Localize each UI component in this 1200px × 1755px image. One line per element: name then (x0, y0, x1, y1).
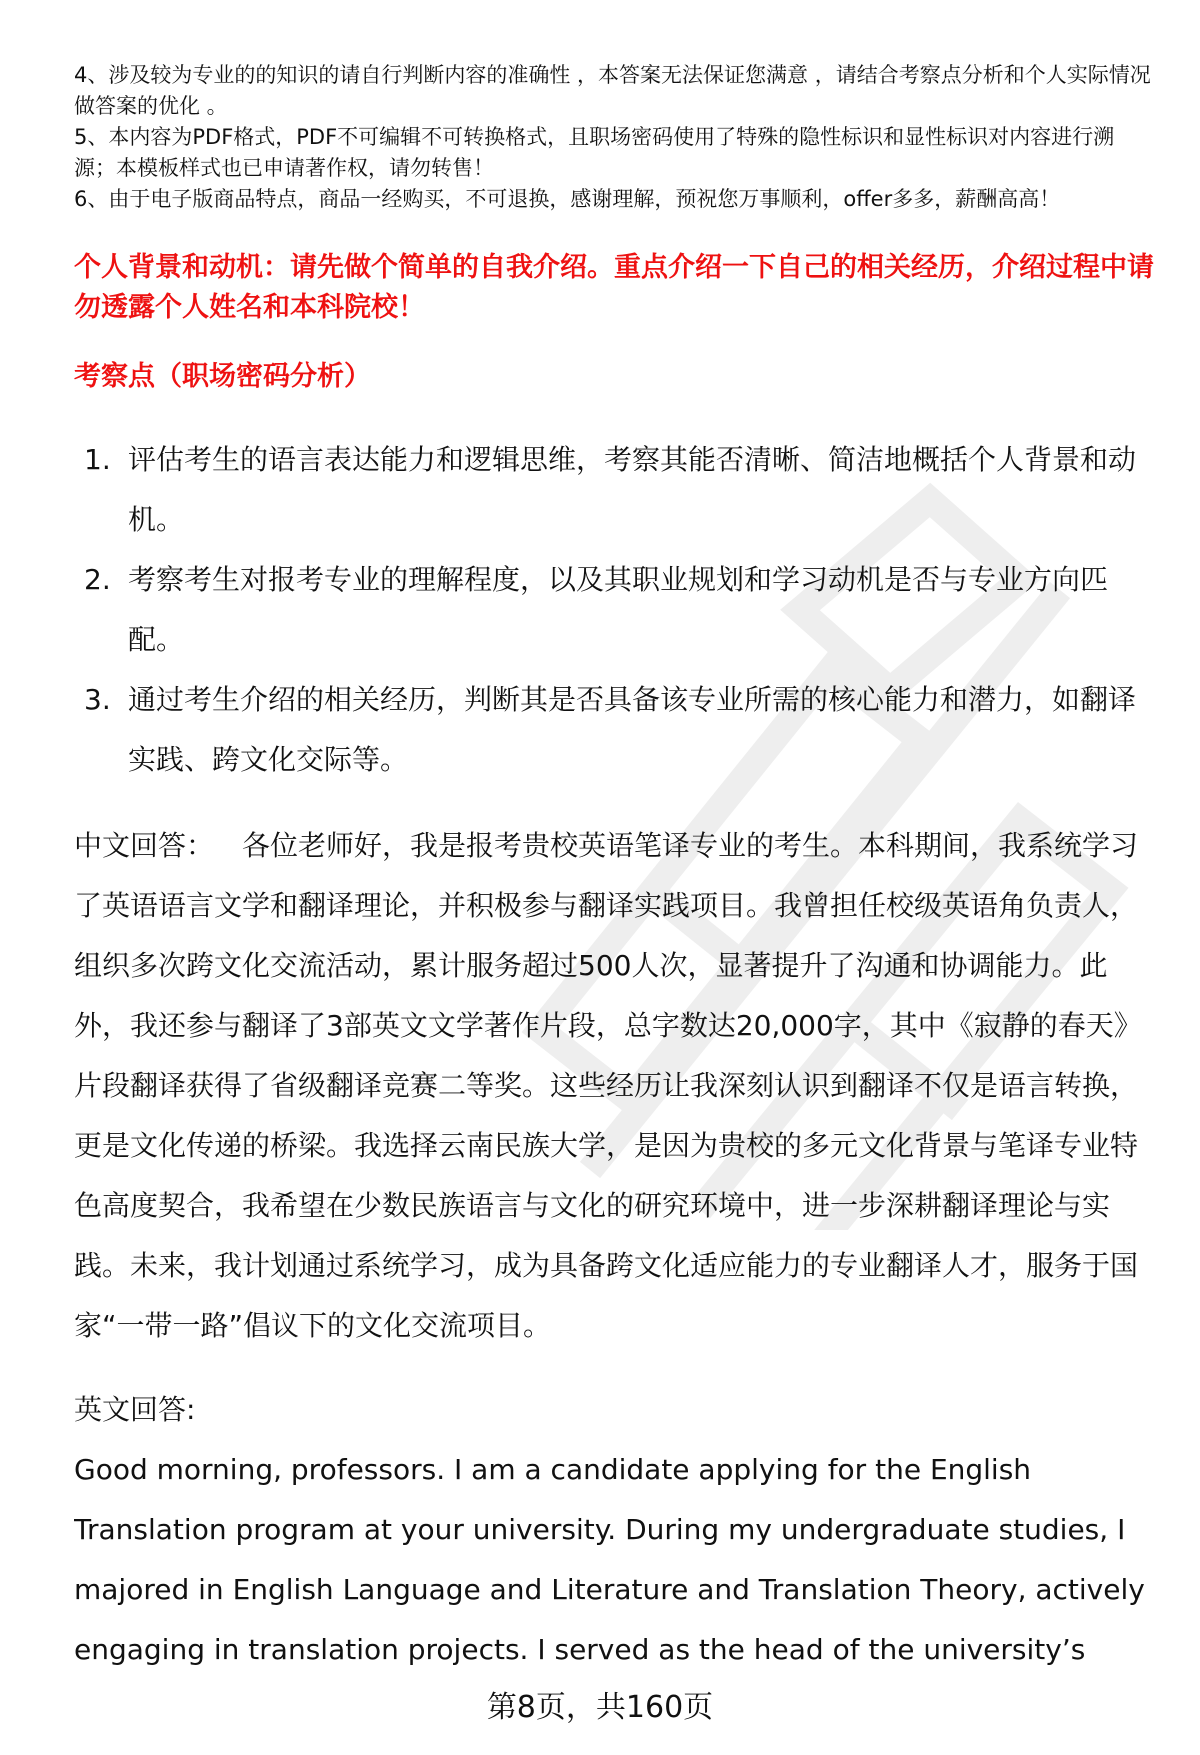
point-number: 1. (84, 443, 111, 476)
point-text: 通过考生介绍的相关经历，判断其是否具备该专业所需的核心能力和潜力，如翻译实践、跨文化交际等。 (128, 683, 1137, 776)
analysis-point (84, 430, 1144, 550)
chinese-answer (74, 816, 1154, 1356)
chinese-answer-label: 中文回答： (74, 829, 215, 862)
analysis-point (84, 670, 1144, 790)
analysis-point (84, 550, 1144, 670)
point-text: 考察考生对报考专业的理解程度，以及其职业规划和学习动机是否与专业方向匹配。 (128, 563, 1109, 656)
note-5: 5、本内容为PDF格式，PDF不可编辑不可转换格式，且职场密码使用了特殊的隐性标识和显性标识对内容进行溯源；本模板样式也已申请著作权，请勿转售！ (74, 125, 1115, 180)
point-text: 评估考生的语言表达能力和逻辑思维，考察其能否清晰、简洁地概括个人背景和动机。 (128, 443, 1137, 536)
analysis-title: 考察点（职场密码分析） (74, 361, 371, 392)
analysis-points (84, 430, 1144, 790)
note-6: 6、由于电子版商品特点，商品一经购买，不可退换，感谢理解，预祝您万事顺利，offer多多，薪酬高高！ (74, 187, 1061, 211)
english-answer-text: Good morning, professors. I am a candidate applying for the English Translation program at your university. During my undergraduate studies, I majored in English Language and Literature and Translation Theory, actively engaging in translation projects. I served as the head of the university’s (74, 1453, 1145, 1666)
page-footer: 第8页，共160页 (486, 1690, 714, 1725)
chinese-answer-text: 各位老师好，我是报考贵校英语笔译专业的考生。本科期间，我系统学习了英语语言文学和翻译理论，并积极参与翻译实践项目。我曾担任校级英语角负责人，组织多次跨文化交流活动，累计服务超过500人次，显著提升了沟通和协调能力。此外，我还参与翻译了3部英文文学著作片段，总字数达20,000字，其中《寂静的春天》片段翻译获得了省级翻译竞赛二等奖。这些经历让我深刻认识到翻译不仅是语言转换，更是文化传递的桥梁。我选择云南民族大学，是因为贵校的多元文化背景与笔译专业特色高度契合，我希望在少数民族语言与文化的研究环境中，进一步深耕翻译理论与实践。未来，我计划通过系统学习，成为具备跨文化适应能力的专业翻译人才，服务于国家“一带一路”倡议下的文化交流项目。 (74, 829, 1142, 1342)
note-4: 4、涉及较为专业的的知识的请自行判断内容的准确性 ，本答案无法保证您满意 ，请结合考察点分析和个人实际情况做答案的优化 。 (74, 63, 1151, 118)
english-answer-label: 英文回答: (74, 1393, 196, 1426)
point-number: 2. (84, 563, 111, 596)
question-title: 个人背景和动机：请先做个简单的自我介绍。重点介绍一下自己的相关经历，介绍过程中请勿透露个人姓名和本科院校！ (74, 252, 1154, 323)
point-number: 3. (84, 683, 111, 716)
notice-notes (74, 60, 1154, 215)
